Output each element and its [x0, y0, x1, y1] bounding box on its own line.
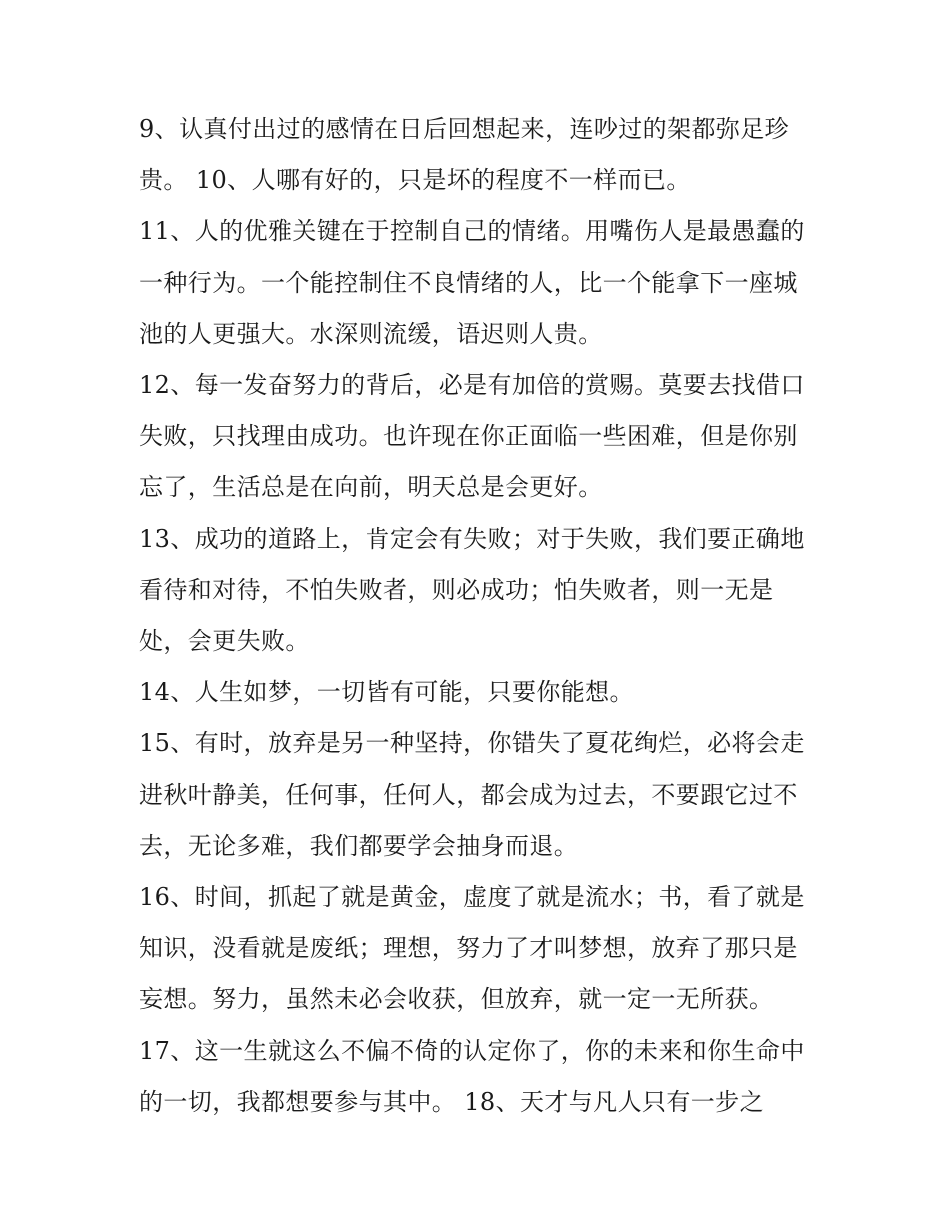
paragraph-13: 13、成功的道路上，肯定会有失败；对于失败，我们要正确地看待和对待，不怕失败者，则必成功；怕失败者，则一无是处，会更失败。 [139, 524, 805, 656]
paragraph-9-10: 9、认真付出过的感情在日后回想起来，连吵过的架都弥足珍贵。 10、人哪有好的，只是坏的程度不一样而已。 [139, 115, 790, 195]
paragraph-11: 11、人的优雅关键在于控制自己的情绪。用嘴伤人是最愚蠢的一种行为。一个能控制住不良情绪的人，比一个能拿下一座城池的人更强大。水深则流缓，语迟则人贵。 [139, 217, 805, 348]
paragraph-17-18: 17、这一生就这么不偏不倚的认定你了，你的未来和你生命中的一切，我都想要参与其中。 18、天才与凡人只有一步之 [139, 1036, 805, 1116]
paragraph-12: 12、每一发奋努力的背后，必是有加倍的赏赐。莫要去找借口失败，只找理由成功。也许现在你正面临一些困难，但是你别忘了，生活总是在向前，明天总是会更好。 [139, 371, 805, 502]
paragraph-15: 15、有时，放弃是另一种坚持，你错失了夏花绚烂，必将会走进秋叶静美，任何事，任何人，都会成为过去，不要跟它过不去，无论多难，我们都要学会抽身而退。 [139, 729, 805, 860]
document-body [139, 104, 819, 1128]
paragraph-14: 14、人生如梦，一切皆有可能，只要你能想。 [139, 678, 634, 707]
paragraph-16: 16、时间，抓起了就是黄金，虚度了就是流水；书，看了就是知识，没看就是废纸；理想，努力了才叫梦想，放弃了那只是妄想。努力，虽然未必会收获，但放弃，就一定一无所获。 [139, 883, 805, 1014]
